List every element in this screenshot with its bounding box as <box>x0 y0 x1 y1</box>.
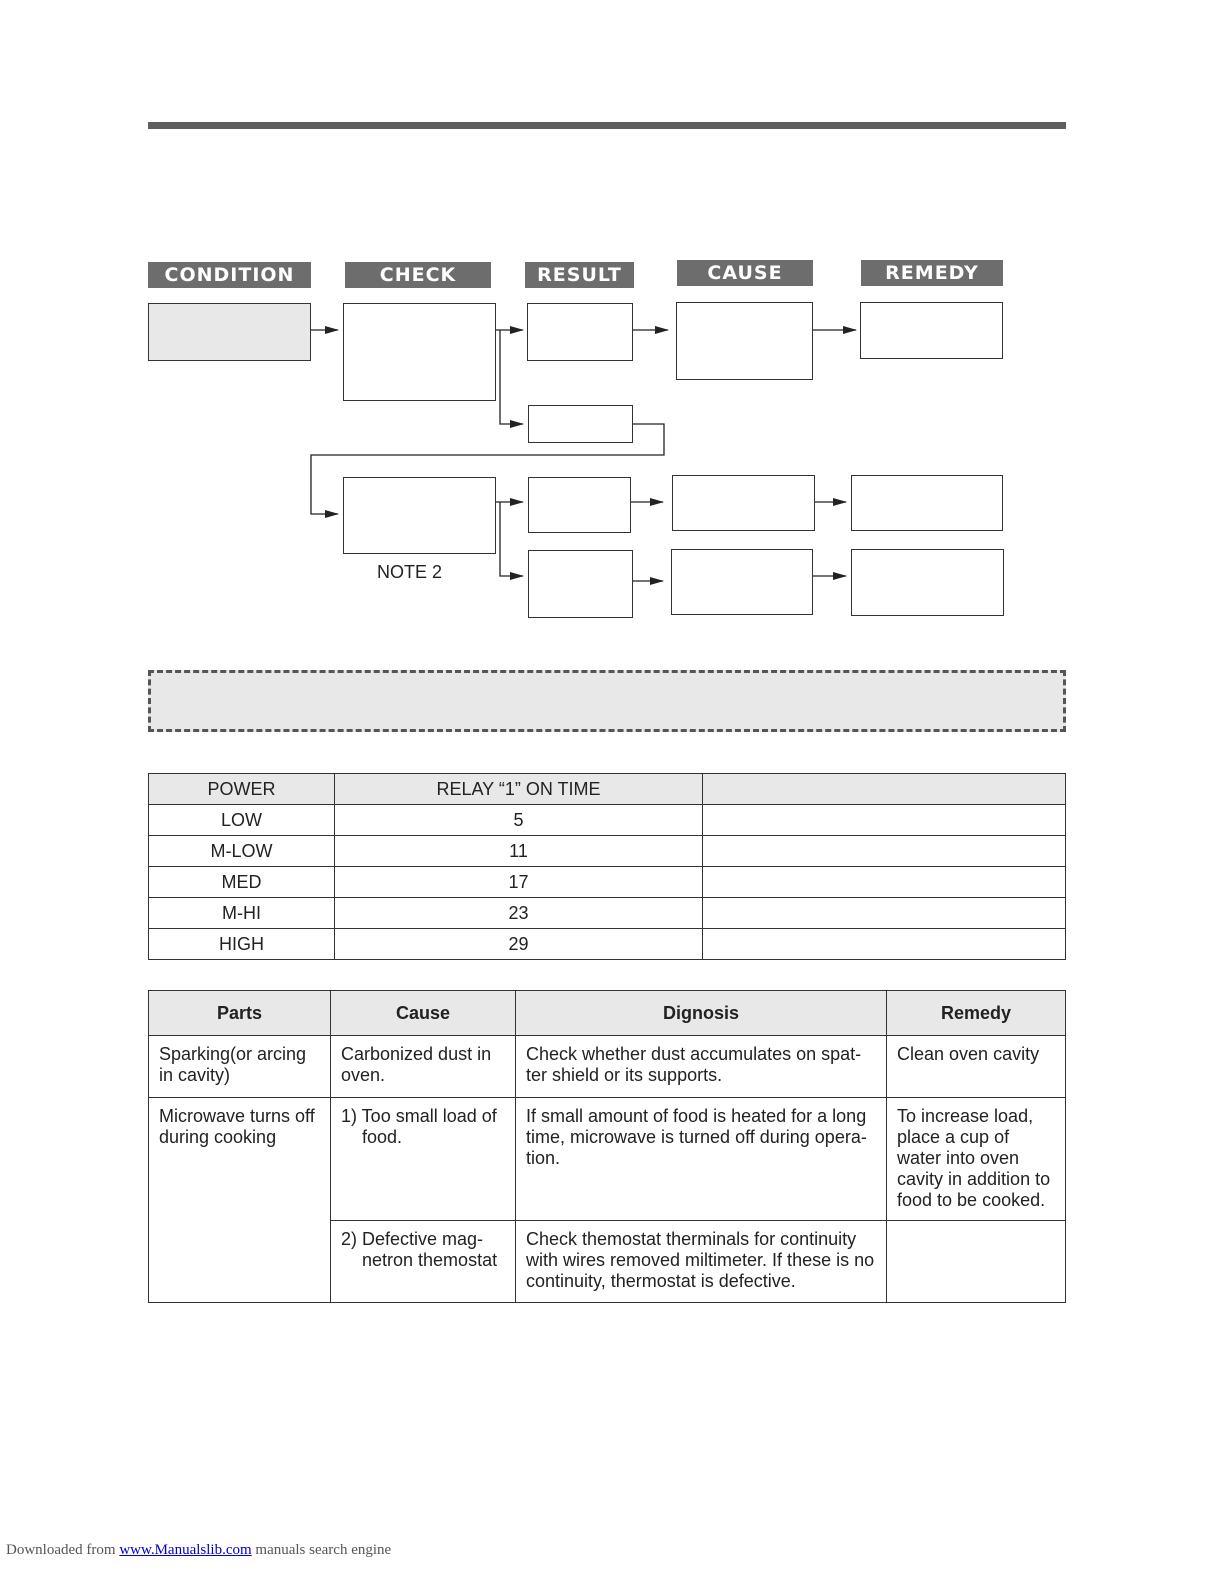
troubleshooting-table <box>148 990 1066 1303</box>
header-check: CHECK <box>345 262 491 288</box>
table-row <box>149 867 1066 898</box>
relay-cell: 17 <box>335 867 703 898</box>
table-row <box>149 898 1066 929</box>
power-cell: LOW <box>149 805 335 836</box>
col-blank <box>703 774 1066 805</box>
footer-suffix: manuals search engine <box>255 1542 392 1558</box>
relay-cell: 11 <box>335 836 703 867</box>
arrow-loop-check-2 <box>311 424 664 514</box>
blank-cell <box>703 805 1066 836</box>
cause-text: 2) Defective mag-netron themostat <box>341 1229 498 1270</box>
parts-cell: Sparking(or arcing in cavity) <box>149 1036 331 1098</box>
table-header-row <box>149 991 1066 1036</box>
header-result: RESULT <box>525 262 634 288</box>
col-power: POWER <box>149 774 335 805</box>
arrow-check-result-2 <box>500 330 523 424</box>
header-cause: CAUSE <box>677 260 813 286</box>
cause-cell <box>331 1221 516 1303</box>
blank-cell <box>703 898 1066 929</box>
footer-link[interactable]: www.Manualslib.com <box>119 1542 252 1558</box>
table-row <box>149 1098 1066 1221</box>
relay-cell: 29 <box>335 929 703 960</box>
power-cell: M-LOW <box>149 836 335 867</box>
diagnosis-cell: If small amount of food is heated for a long time, microwave is turned off during opera-tion. <box>516 1098 887 1221</box>
power-cell: HIGH <box>149 929 335 960</box>
footer-prefix: Downloaded from <box>6 1542 116 1558</box>
cause-cell: Carbonized dust in oven. <box>331 1036 516 1098</box>
relay-cell: 23 <box>335 898 703 929</box>
table-row <box>149 929 1066 960</box>
col-parts: Parts <box>149 991 331 1036</box>
diagnosis-cell: Check whether dust accumulates on spat-ter shield or its supports. <box>516 1036 887 1098</box>
table-row <box>149 836 1066 867</box>
remedy-cell: Clean oven cavity <box>887 1036 1066 1098</box>
blank-cell <box>703 867 1066 898</box>
power-cell: M-HI <box>149 898 335 929</box>
diagnosis-cell: Check themostat therminals for continuity with wires removed miltimeter. If these is no continuity, thermostat is defective. <box>516 1221 887 1303</box>
remedy-cell <box>887 1221 1066 1303</box>
header-condition: CONDITION <box>148 262 311 288</box>
table-header-row <box>149 774 1066 805</box>
arrow-check2-result-4 <box>500 502 523 576</box>
cause-text: 1) Too small load of food. <box>341 1106 497 1147</box>
power-cell: MED <box>149 867 335 898</box>
remedy-cell: To increase load, place a cup of water into oven cavity in addition to food to be cooked. <box>887 1098 1066 1221</box>
header-remedy: REMEDY <box>861 260 1003 286</box>
note-box <box>148 670 1066 732</box>
table-row <box>149 1036 1066 1098</box>
col-diagnosis: Dignosis <box>516 991 887 1036</box>
cause-cell <box>331 1098 516 1221</box>
note-2-label: NOTE 2 <box>377 562 443 582</box>
footer <box>6 1542 391 1559</box>
blank-cell <box>703 929 1066 960</box>
col-cause: Cause <box>331 991 516 1036</box>
table-row <box>149 805 1066 836</box>
col-remedy: Remedy <box>887 991 1066 1036</box>
flow-connectors <box>0 0 1224 700</box>
power-relay-table <box>148 773 1066 960</box>
parts-cell: Microwave turns off during cooking <box>149 1098 331 1303</box>
relay-cell: 5 <box>335 805 703 836</box>
blank-cell <box>703 836 1066 867</box>
col-relay-on-time: RELAY “1” ON TIME <box>335 774 703 805</box>
